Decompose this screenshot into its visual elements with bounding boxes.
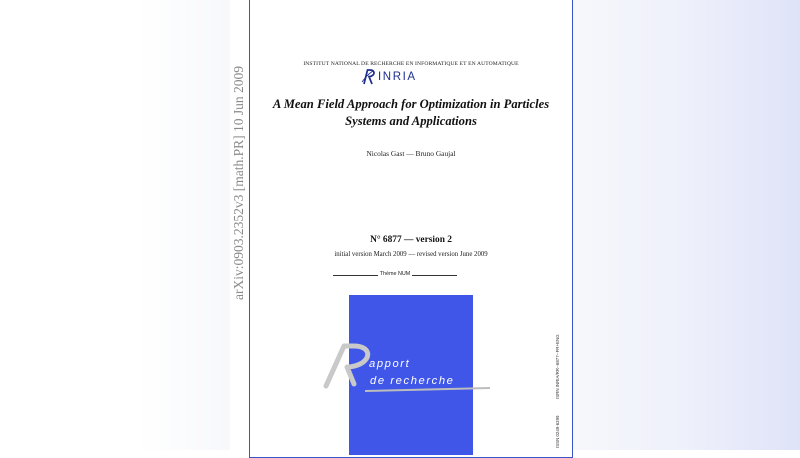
- arxiv-stamp: arXiv:0903.2352v3 [math.PR] 10 Jun 2009: [231, 66, 246, 300]
- theme-row: [333, 271, 457, 277]
- issn-code: ISSN 0249-6399: [555, 415, 560, 448]
- report-number: N° 6877 — version 2: [370, 235, 452, 245]
- right-backdrop: [570, 0, 800, 450]
- title-line: Systems and Applications: [345, 114, 477, 128]
- theme-label: Thème NUM: [379, 271, 411, 277]
- theme-rule-right: [412, 275, 457, 276]
- authors: Nicolas Gast — Bruno Gaujal: [366, 149, 456, 158]
- rapport-word: apport: [369, 358, 411, 370]
- recherche-word: de recherche: [370, 375, 455, 387]
- paper-title: [250, 96, 572, 130]
- inria-logo-text: INRIA: [378, 71, 417, 83]
- left-backdrop: [0, 0, 230, 450]
- inria-logo-icon: [361, 68, 377, 86]
- inria-logo: [361, 68, 417, 86]
- theme-rule-left: [333, 275, 378, 276]
- isrn-code: ISRN INRIA/RR--6877--FR+ENG: [555, 334, 560, 399]
- version-history: initial version March 2009 — revised version June 2009: [334, 251, 488, 258]
- institute-name: INSTITUT NATIONAL DE RECHERCHE EN INFORMATIQUE ET EN AUTOMATIQUE: [303, 61, 519, 67]
- title-line: A Mean Field Approach for Optimization in Particles: [272, 97, 550, 111]
